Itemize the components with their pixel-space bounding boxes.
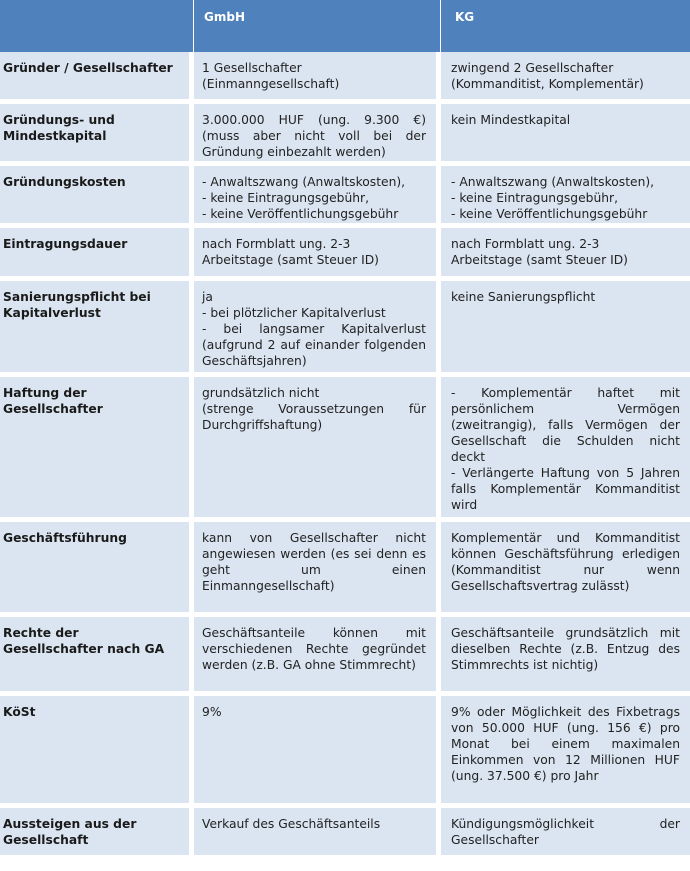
cell-text: zwingend 2 Gesellschafter [451, 61, 614, 75]
gmbh-cell [194, 808, 441, 860]
header-empty-cell [0, 0, 194, 52]
table-row [0, 52, 690, 104]
gmbh-cell [194, 228, 441, 281]
table-row [0, 696, 690, 808]
gmbh-cell [194, 166, 441, 228]
table-row [0, 617, 690, 696]
gmbh-cell [194, 377, 441, 522]
cell-text: kein Mindestkapital [451, 113, 571, 127]
cell-text: ja [202, 290, 213, 304]
cell-text: - keine Eintragungsgebühr, [202, 191, 370, 205]
cell-text: 1 Gesellschafter [202, 61, 302, 75]
cell-text: - Verlängerte Haftung von 5 Jahren falls Komplementär Kommanditist wird [451, 466, 680, 512]
cell-text: kann von Gesellschafter nicht angewiesen werden (es sei denn es geht um einen Einmanngesellschaft) [202, 531, 426, 593]
cell-text: - keine Eintragungsgebühr, [451, 191, 619, 205]
cell-text: 3.000.000 HUF (ung. 9.300 €) (muss aber nicht voll bei der Gründung einbezahlt werden) [202, 113, 426, 159]
cell-text: Geschäftsanteile grundsätzlich mit dieselben Rechte (z.B. Entzug des Stimmrechts ist nichtig) [451, 626, 680, 672]
header-row [0, 0, 690, 52]
kg-cell [441, 104, 690, 166]
row-label: Haftung der Gesellschafter [0, 377, 194, 522]
table-row [0, 166, 690, 228]
table-row [0, 808, 690, 860]
cell-text: 9% [202, 705, 222, 719]
gmbh-cell [194, 52, 441, 104]
table-row [0, 281, 690, 377]
cell-text: nach Formblatt ung. 2-3 [202, 237, 351, 251]
cell-text: Komplementär und Kommanditist können Geschäftsführung erledigen (Kommanditist nur wenn Gesellschaftsvertrag zulässt) [451, 531, 680, 593]
row-label: Gründungskosten [0, 166, 194, 228]
row-label: Geschäftsführung [0, 522, 194, 617]
cell-text: (Kommanditist, Komplementär) [451, 77, 644, 91]
row-label: KöSt [0, 696, 194, 808]
cell-text: Verkauf des Geschäftsanteils [202, 817, 381, 831]
cell-text: - bei langsamer Kapitalverlust (aufgrund 2 auf einander folgenden Geschäftsjahren) [202, 322, 426, 368]
cell-text: nach Formblatt ung. 2-3 [451, 237, 600, 251]
row-label: Sanierungspflicht bei Kapitalverlust [0, 281, 194, 377]
row-label: Gründungs- und Mindestkapital [0, 104, 194, 166]
table-row [0, 228, 690, 281]
cell-text: (strenge Voraussetzungen für Durchgriffshaftung) [202, 402, 426, 432]
row-label: Rechte der Gesellschafter nach GA [0, 617, 194, 696]
cell-text: Kündigungsmöglichkeit der Gesellschafter [451, 817, 680, 847]
cell-text: - bei plötzlicher Kapitalverlust [202, 306, 386, 320]
kg-cell [441, 52, 690, 104]
cell-text: Geschäftsanteile können mit verschiedenen Rechte gegründet werden (z.B. GA ohne Stimmrecht) [202, 626, 426, 672]
kg-cell [441, 166, 690, 228]
cell-text: - Komplementär haftet mit persönlichem Vermögen (zweitrangig), falls Vermögen der Gesellschaft die Schulden nicht deckt [451, 386, 680, 464]
row-label: Eintragungsdauer [0, 228, 194, 281]
cell-text: - keine Veröffentlichungsgebühr [451, 207, 648, 221]
cell-text: (Einmanngesellschaft) [202, 77, 340, 91]
gmbh-cell [194, 522, 441, 617]
kg-cell [441, 696, 690, 808]
cell-text: - Anwaltszwang (Anwaltskosten), [202, 175, 406, 189]
cell-text: grundsätzlich nicht [202, 386, 320, 400]
kg-cell [441, 377, 690, 522]
cell-text: Arbeitstage (samt Steuer ID) [451, 253, 628, 267]
kg-cell [441, 228, 690, 281]
gmbh-cell [194, 696, 441, 808]
gmbh-cell [194, 104, 441, 166]
kg-cell [441, 617, 690, 696]
kg-cell [441, 281, 690, 377]
table-row [0, 377, 690, 522]
cell-text: 9% oder Möglichkeit des Fixbetrags von 50.000 HUF (ung. 156 €) pro Monat bei einem maximalen Einkommen von 12 Millionen HUF (ung. 37.500 €) pro Jahr [451, 705, 680, 783]
table-row [0, 522, 690, 617]
row-label: Gründer / Gesellschafter [0, 52, 194, 104]
row-label: Aussteigen aus der Gesellschaft [0, 808, 194, 860]
cell-text: - keine Veröffentlichungsgebühr [202, 207, 399, 221]
header-gmbh: GmbH [194, 0, 441, 52]
kg-cell [441, 522, 690, 617]
header-kg: KG [441, 0, 690, 52]
kg-cell [441, 808, 690, 860]
gmbh-cell [194, 281, 441, 377]
cell-text: keine Sanierungspflicht [451, 290, 596, 304]
cell-text: - Anwaltszwang (Anwaltskosten), [451, 175, 655, 189]
gmbh-cell [194, 617, 441, 696]
table-row [0, 104, 690, 166]
cell-text: Arbeitstage (samt Steuer ID) [202, 253, 379, 267]
